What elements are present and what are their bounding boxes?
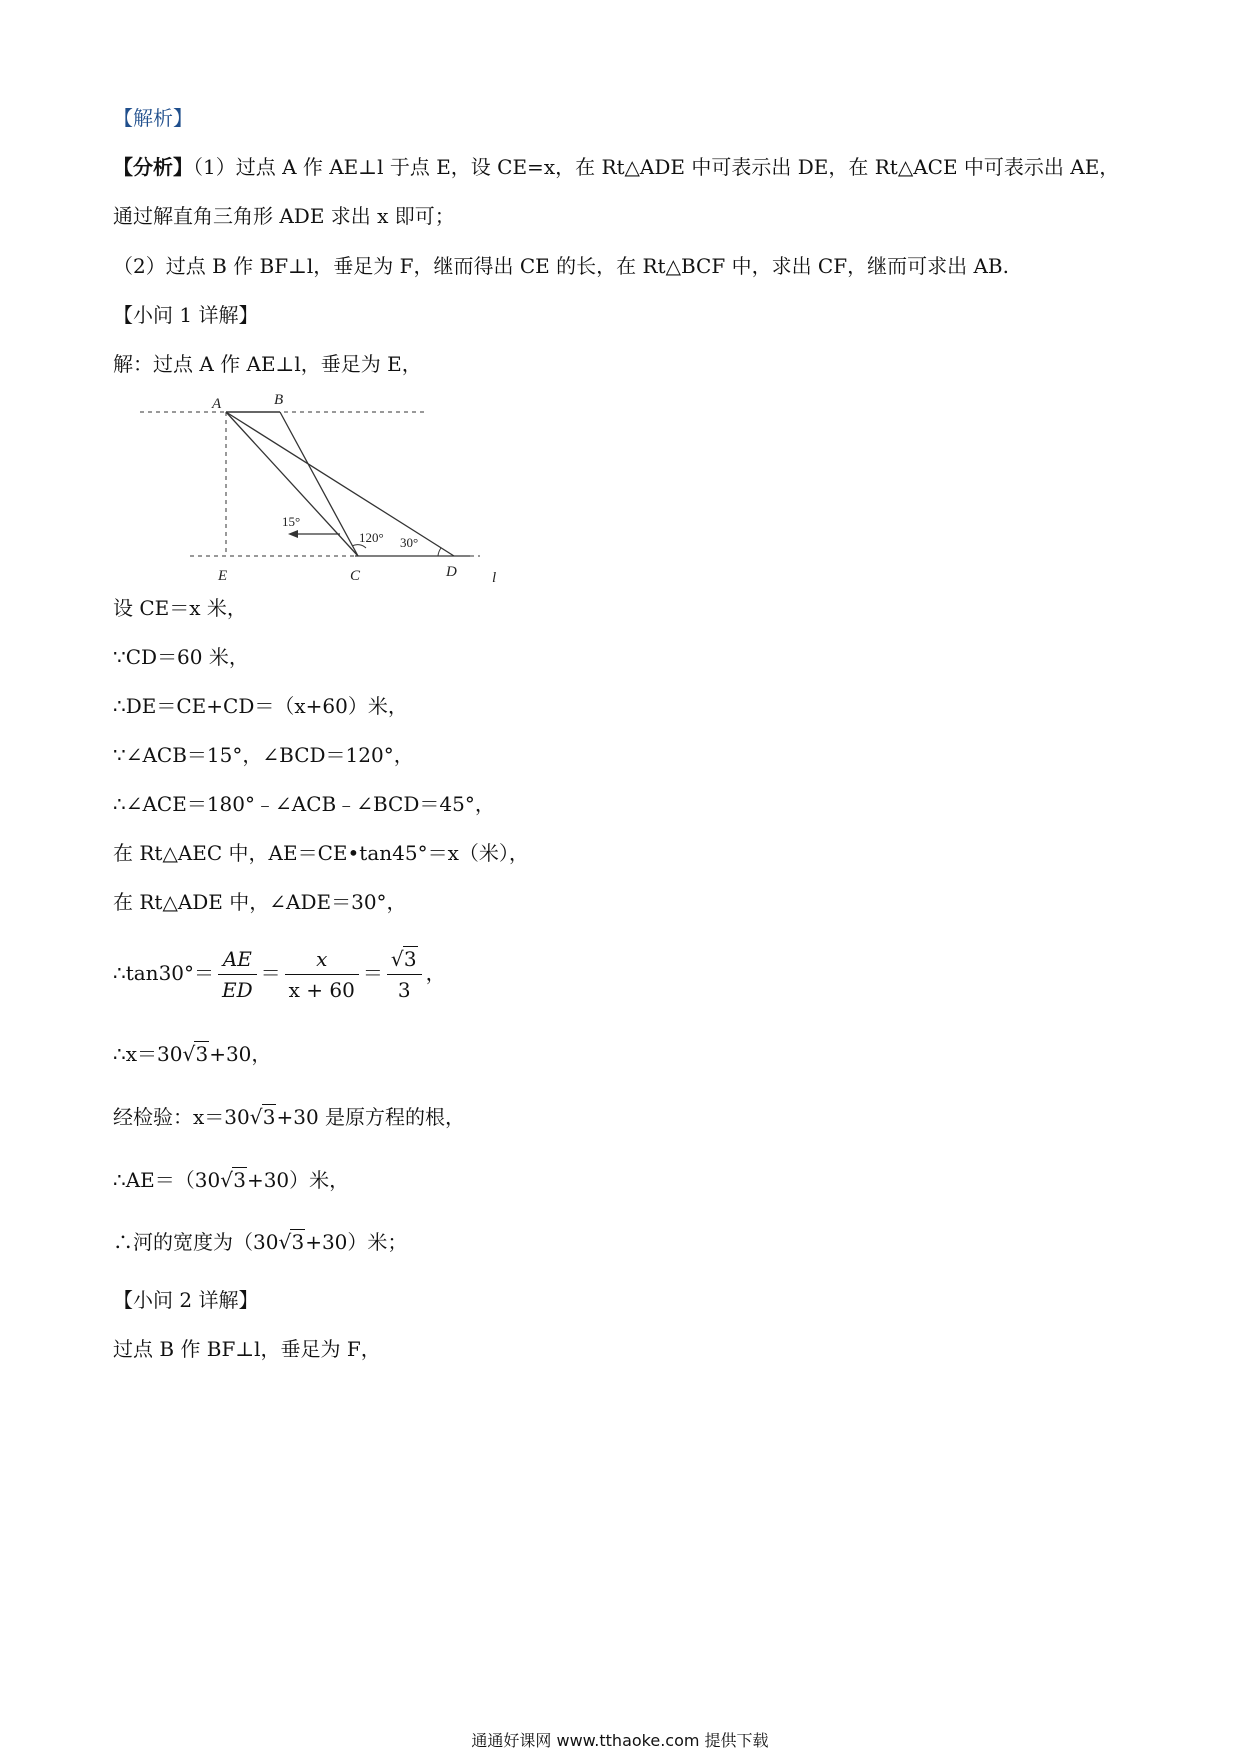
step-10-pre: 经检验：x＝30	[113, 1105, 250, 1129]
q1-heading: 【小问 1 详解】	[113, 303, 259, 327]
q1-intro: 解：过点 A 作 AE⊥l，垂足为 E，	[113, 352, 422, 376]
fraction-ae-ed	[218, 944, 257, 1005]
step-7: 在 Rt△ADE 中，∠ADE＝30°，	[113, 890, 407, 914]
analysis-line-1	[113, 153, 1119, 181]
fraction-1-denominator: ED	[222, 978, 253, 1002]
analysis-label: 【分析】	[113, 155, 193, 179]
sqrt-sign: √ 3	[249, 1105, 276, 1129]
sqrt-sign: √ 3	[220, 1168, 246, 1192]
step-12	[113, 1228, 407, 1256]
fraction-3-numerator	[387, 944, 422, 975]
step-9-pre: ∴x＝30	[113, 1042, 183, 1066]
geometry-figure	[130, 390, 510, 586]
label-A: A	[212, 396, 222, 412]
fraction-x-x60	[285, 944, 359, 1005]
step-1: 设 CE＝x 米，	[113, 596, 247, 620]
tan-equation	[113, 940, 446, 1006]
angle-30-label: 30°	[400, 535, 419, 550]
sqrt-sign: √ 3	[390, 947, 417, 971]
step-4: ∵∠ACB＝15°，∠BCD＝120°，	[113, 743, 414, 767]
label-D: D	[446, 564, 457, 580]
equals-1: ＝	[260, 961, 281, 985]
page-footer: 通通好课网 www.tthaoke.com 提供下载	[471, 1731, 769, 1750]
step-2: ∵CD＝60 米，	[113, 645, 249, 669]
label-B: B	[274, 392, 284, 408]
fraction-2-numerator: x	[285, 944, 359, 975]
sqrt-sign: √ 3	[278, 1230, 305, 1254]
section-title: 【解析】	[113, 106, 193, 130]
tan-suffix: ，	[425, 961, 446, 985]
step-11-post: +30）米，	[246, 1168, 350, 1192]
equals-2: ＝	[362, 961, 383, 985]
step-10	[113, 1103, 465, 1131]
sqrt-sign: √ 3	[182, 1042, 209, 1066]
step-6: 在 Rt△AEC 中，AE＝CE•tan45°＝x（米），	[113, 841, 529, 865]
q2-heading: 【小问 2 详解】	[113, 1288, 259, 1312]
q2-intro: 过点 B 作 BF⊥l，垂足为 F，	[113, 1337, 381, 1361]
step-11	[113, 1166, 349, 1194]
analysis-text-1: （1）过点 A 作 AE⊥l 于点 E，设 CE=x，在 Rt△ADE 中可表示出 DE，在 Rt△ACE 中可表示出 AE，	[193, 155, 1120, 179]
step-11-pre: ∴AE＝（30	[113, 1168, 221, 1192]
fraction-1-numerator: AE	[218, 944, 257, 975]
step-5: ∴∠ACE＝180°﹣∠ACB﹣∠BCD＝45°，	[113, 792, 495, 816]
fraction-3-denominator: 3	[397, 978, 411, 1002]
label-l: l	[492, 570, 497, 586]
tan-prefix: ∴tan30°＝	[113, 961, 215, 985]
step-9	[113, 1040, 271, 1068]
analysis-line-3: （2）过点 B 作 BF⊥l，垂足为 F，继而得出 CE 的长，在 Rt△BCF 中，求出 CF，继而可求出 AB.	[113, 254, 1009, 278]
fraction-2-denominator: x + 60	[288, 978, 355, 1002]
analysis-line-2: 通过解直角三角形 ADE 求出 x 即可；	[113, 204, 455, 228]
arrow-head	[288, 530, 298, 538]
angle-15-label: 15°	[282, 514, 301, 529]
angle-arc-d	[438, 548, 441, 556]
angle-120-label: 120°	[359, 530, 384, 545]
step-12-pre: ∴河的宽度为（30	[113, 1230, 279, 1254]
step-9-post: +30，	[209, 1042, 272, 1066]
label-E: E	[218, 568, 228, 584]
fraction-root3-3	[387, 944, 422, 1005]
step-10-post: +30 是原方程的根，	[276, 1105, 466, 1129]
label-C: C	[350, 568, 361, 584]
step-3: ∴DE＝CE+CD＝（x+60）米，	[113, 694, 408, 718]
step-12-post: +30）米；	[305, 1230, 408, 1254]
